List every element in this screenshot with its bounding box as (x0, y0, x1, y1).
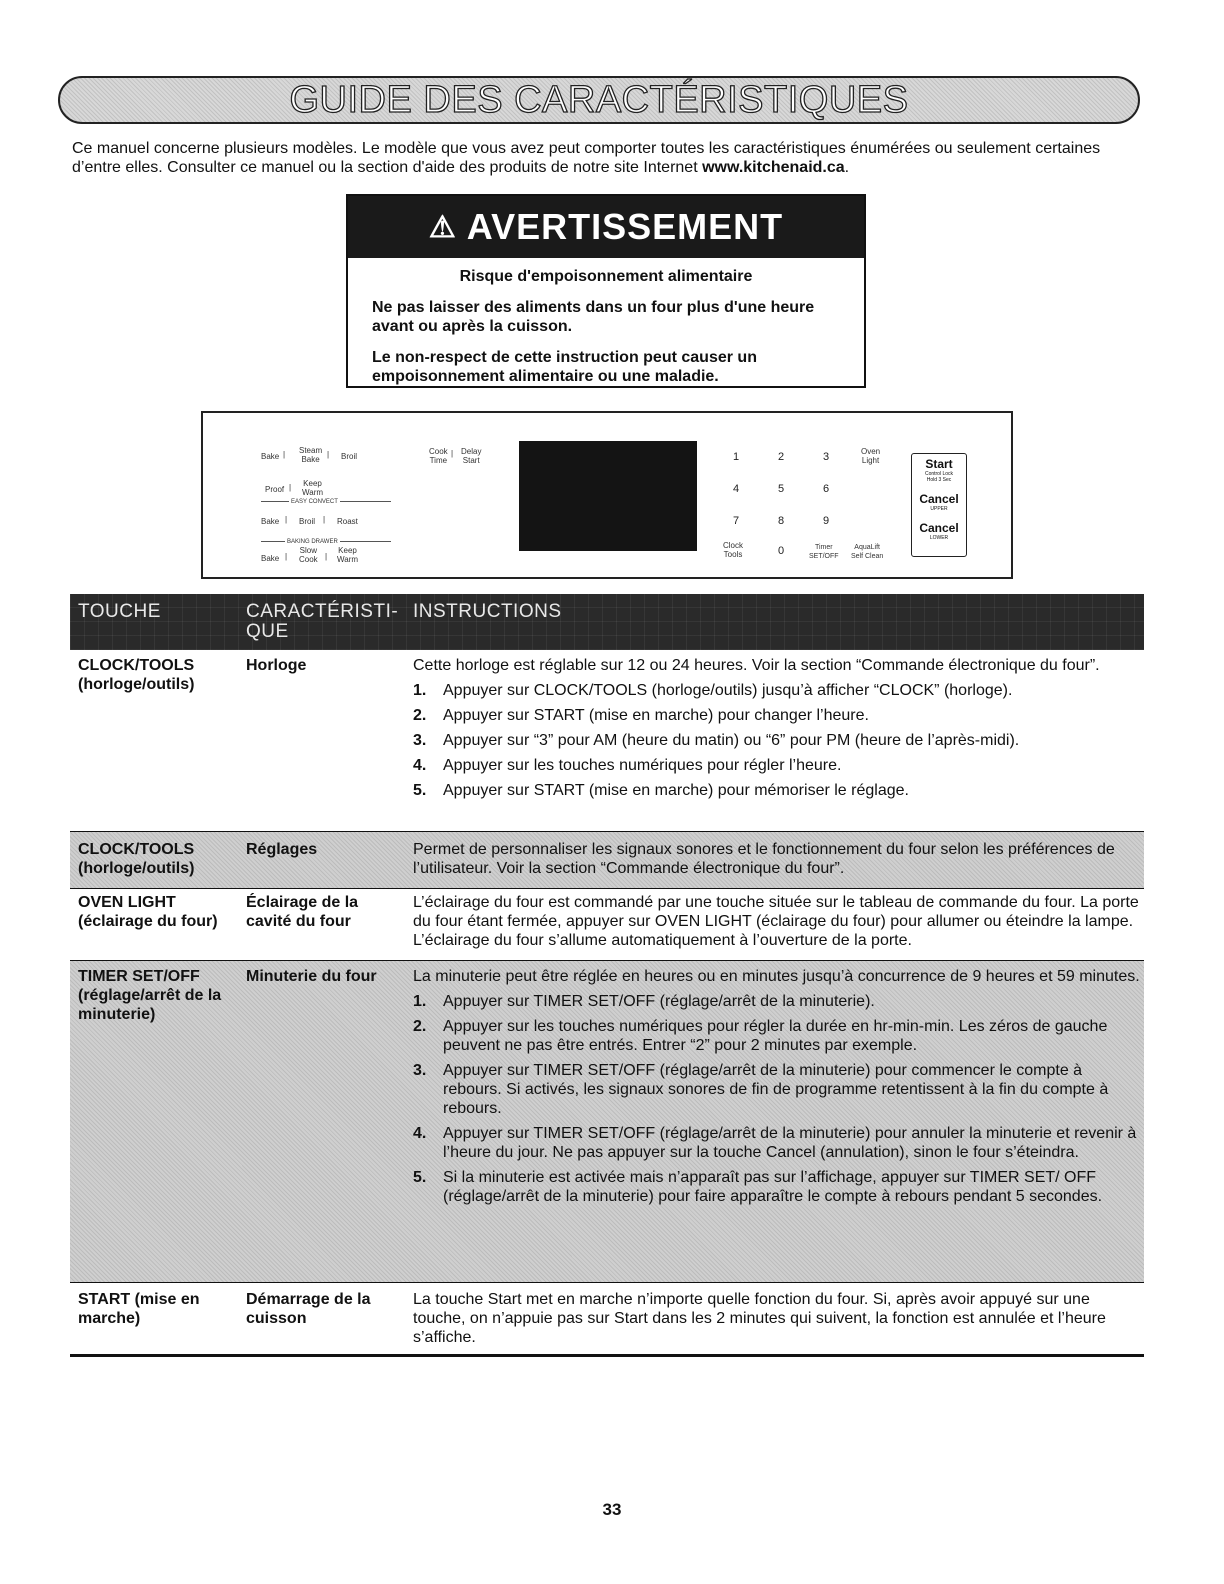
row-divider (70, 1282, 1144, 1283)
panel-slow-label: Slow (299, 546, 318, 555)
panel-control-lock-label: Control Lock (924, 471, 954, 477)
panel-sep: | (327, 450, 330, 459)
step-text: Appuyer sur “3” pour AM (heure du matin) ou “6” pour PM (heure de l’après-midi). (443, 732, 1020, 749)
panel-key-8: 8 (778, 515, 785, 527)
panel-aqualift-1: AquaLift (854, 544, 880, 551)
panel-key-cook-time (429, 447, 448, 465)
panel-steam-bake-label: Bake (301, 455, 320, 464)
panel-sep: | (285, 552, 288, 561)
step-text: Appuyer sur TIMER SET/OFF (réglage/arrêt de la minuterie) pour commencer le compte à rebours. Si activés, les signaux sonores de fin de programme retentissent à la fin du compte à rebours. (443, 1062, 1109, 1117)
step-text: Appuyer sur les touches numériques pour régler la durée en hr-min-min. Les zéros de gauche peuvent ne pas être entrés. Entrer “2” pour 2 minutes par exemple. (443, 1018, 1108, 1054)
control-panel-illustration (201, 411, 1013, 579)
panel-sep: | (283, 450, 286, 459)
list-item: 4. Appuyer sur TIMER SET/OFF (réglage/arrêt de la minuterie) pour annuler la minuterie et revenir à l’heure du jour. Ne pas appuyer sur la touche Cancel (annulation), sinon le four s’éteindra. (413, 1124, 1141, 1162)
warning-paragraph-1: Ne pas laisser des aliments dans un four plus d'une heure avant ou après la cuisson. (372, 299, 815, 335)
row-text: L’éclairage du four est commandé par une touche située sur le tableau de commande du four. La porte du four étant fermée, appuyer sur OVEN LIGHT (éclairage du four) pour allumer ou éteindre la lampe. L’éclairage du four s’allume automatiquement à l’ouverture de la porte. (413, 894, 1139, 949)
panel-key-broil: Broil (341, 452, 358, 461)
panel-key-proof: Proof (265, 485, 285, 494)
panel-key-9: 9 (823, 515, 830, 527)
panel-keep2-label: Keep (338, 546, 357, 555)
panel-start-cancel-box (911, 453, 967, 557)
panel-key-1: 1 (733, 451, 740, 463)
panel-oven-2: Light (861, 456, 880, 465)
intro-end: . (844, 159, 850, 176)
panel-cook-time-2: Time (429, 456, 448, 465)
row-feature: Réglages (246, 841, 318, 858)
list-item: 2. Appuyer sur les touches numériques pour régler la durée en hr-min-min. Les zéros de gauche peuvent ne pas être entrés. Entrer “2” pour 2 minutes par exemple. (413, 1017, 1141, 1055)
list-item: 1. Appuyer sur CLOCK/TOOLS (horloge/outils) jusqu’à afficher “CLOCK” (horloge). (413, 681, 1141, 700)
row-feature: Éclairage de la cavité du four (246, 894, 359, 930)
row-key: TIMER SET/OFF (réglage/arrêt de la minuterie) (78, 968, 222, 1023)
step-text: Si la minuterie est activée mais n’apparaît pas sur l’affichage, appuyer sur TIMER SET/ OFF (réglage/arrêt de la minuterie) pour faire apparaître le compte à rebours pendant 5 secondes. (443, 1169, 1103, 1205)
row-divider (70, 888, 1144, 889)
panel-display (519, 441, 697, 551)
panel-key-roast: Roast (337, 517, 358, 526)
panel-clock-2: Tools (723, 550, 743, 559)
list-item: 4. Appuyer sur les touches numériques pour régler l’heure. (413, 756, 1141, 775)
row-text: La touche Start met en marche n’importe quelle fonction du four. Si, après avoir appuyé sur une touche, on n’appuie pas sur Start dans les 2 minutes qui suivent, la fonction est annulée et l’heure s’affiche. (413, 1291, 1106, 1346)
list-item: 3. Appuyer sur “3” pour AM (heure du matin) ou “6” pour PM (heure de l’après-midi). (413, 731, 1141, 750)
intro-paragraph (72, 139, 1152, 177)
page-title: GUIDE DES CARACTÉRISTIQUES (289, 78, 909, 121)
panel-keep-label: Keep (303, 479, 322, 488)
table-row (70, 961, 1144, 1282)
step-text: Appuyer sur START (mise en marche) pour changer l’heure. (443, 707, 869, 724)
row-feature: Horloge (246, 657, 307, 674)
panel-sep: | (289, 483, 292, 492)
website-link[interactable]: www.kitchenaid.ca (702, 159, 845, 176)
step-text: Appuyer sur TIMER SET/OFF (réglage/arrêt de la minuterie) pour annuler la minuterie et revenir à l’heure du jour. Ne pas appuyer sur la touche Cancel (annulation), sinon le four s’éteindra. (443, 1125, 1137, 1161)
panel-sep: | (451, 449, 454, 458)
panel-delay-2: Start (462, 456, 480, 465)
panel-key-0: 0 (778, 545, 785, 557)
title-banner (58, 76, 1140, 124)
panel-key-7: 7 (733, 515, 740, 527)
panel-key-bake-3: Bake (261, 554, 280, 563)
row-key: CLOCK/TOOLS (horloge/outils) (78, 841, 195, 877)
panel-key-delay-start (461, 447, 481, 465)
panel-timer-1: Timer (814, 544, 833, 551)
panel-key-clock-tools (723, 541, 743, 559)
panel-key-3: 3 (823, 451, 830, 463)
row-key: START (mise en marche) (78, 1291, 200, 1327)
row-text: Permet de personnaliser les signaux sonores et le fonctionnement du four selon les préférences de l’utilisateur. Voir la section “Commande électronique du four”. (413, 841, 1115, 877)
panel-sep: | (323, 515, 326, 524)
panel-easy-convect-label: EASY CONVECT (291, 499, 338, 505)
list-item: 5. Si la minuterie est activée mais n’apparaît pas sur l’affichage, appuyer sur TIMER SET/ OFF (réglage/arrêt de la minuterie) pour faire apparaître le compte à rebours pendant 5 secondes. (413, 1168, 1141, 1206)
panel-key-6: 6 (823, 483, 830, 495)
warning-triangle-icon: ⚠ (428, 210, 457, 244)
row-key: CLOCK/TOOLS (horloge/outils) (78, 657, 195, 693)
warning-paragraph-2: Le non-respect de cette instruction peut causer un empoisonnement alimentaire ou une maladie. (372, 349, 757, 385)
header-instructions: INSTRUCTIONS (413, 601, 562, 622)
row-feature: Minuterie du four (246, 968, 377, 985)
panel-clock-1: Clock (723, 541, 744, 550)
step-text: Appuyer sur START (mise en marche) pour mémoriser le réglage. (443, 782, 909, 799)
list-item: 3. Appuyer sur TIMER SET/OFF (réglage/arrêt de la minuterie) pour commencer le compte à rebours. Si activés, les signaux sonores de fin de programme retentissent à la fin du compte à rebours. (413, 1061, 1141, 1118)
list-item: 1. Appuyer sur TIMER SET/OFF (réglage/arrêt de la minuterie). (413, 992, 1141, 1011)
panel-cancel-lower-label: Cancel (919, 521, 959, 535)
panel-key-aqualift (851, 543, 883, 561)
row-text: Cette horloge est réglable sur 12 ou 24 heures. Voir la section “Commande électronique du four”. (413, 657, 1100, 674)
panel-warm2-label: Warm (337, 555, 359, 564)
panel-aqualift-2: Self Clean (851, 553, 884, 560)
warning-box (346, 194, 866, 388)
step-text: Appuyer sur les touches numériques pour régler l’heure. (443, 757, 842, 774)
panel-key-2: 2 (778, 451, 785, 463)
row-feature: Démarrage de la cuisson (246, 1291, 371, 1327)
table-row (70, 656, 1144, 830)
table-row (70, 832, 1144, 888)
panel-oven-1: Oven (861, 447, 881, 456)
intro-text: Ce manuel concerne plusieurs modèles. Le modèle que vous avez peut comporter toutes les caractéristiques énumérées ou seulement certaines d’entre elles. Consulter ce manuel ou la section d'aide des produits de notre site Internet (72, 140, 1101, 176)
header-touche: TOUCHE (78, 601, 161, 622)
panel-key-5: 5 (778, 483, 785, 495)
panel-sep: | (285, 515, 288, 524)
panel-key-keep-warm-2 (337, 546, 358, 564)
panel-cook-time-1: Cook (429, 447, 448, 456)
panel-cancel-upper-label: Cancel (919, 492, 959, 506)
panel-start-label: Start (925, 457, 953, 471)
panel-warm-label: Warm (302, 488, 324, 497)
header-caracteristique: CARACTÉRISTI- QUE (246, 601, 399, 642)
step-text: Appuyer sur CLOCK/TOOLS (horloge/outils) jusqu’à afficher “CLOCK” (horloge). (443, 682, 1013, 699)
panel-timer-2: SET/OFF (809, 553, 839, 560)
row-text: La minuterie peut être réglée en heures ou en minutes jusqu’à concurrence de 9 heures et 59 minutes. (413, 968, 1140, 985)
panel-cook-label: Cook (299, 555, 318, 564)
warning-heading: AVERTISSEMENT (466, 206, 784, 247)
panel-key-bake-2: Bake (261, 517, 280, 526)
list-item: 5. Appuyer sur START (mise en marche) pour mémoriser le réglage. (413, 781, 1141, 800)
panel-key-slow-cook (299, 546, 318, 564)
list-item: 2. Appuyer sur START (mise en marche) pour changer l’heure. (413, 706, 1141, 725)
table-row (70, 1290, 1144, 1352)
panel-hold-label: Hold 3 Sec (926, 477, 952, 483)
row-key: OVEN LIGHT (éclairage du four) (78, 894, 218, 930)
panel-key-broil-2: Broil (299, 517, 316, 526)
page-number: 33 (602, 1500, 622, 1519)
warning-header (348, 196, 864, 258)
panel-key-keep-warm (302, 479, 323, 497)
panel-lower-label: LOWER (929, 535, 949, 541)
panel-key-steam-bake (299, 446, 322, 464)
panel-sep: | (325, 552, 328, 561)
row-instructions (413, 967, 1141, 1206)
table-row (70, 893, 1144, 957)
panel-baking-drawer-label: BAKING DRAWER (287, 539, 338, 545)
row-instructions (413, 656, 1141, 800)
panel-key-timer (809, 543, 839, 561)
panel-steam-label: Steam (299, 446, 323, 455)
table-bottom-rule (70, 1354, 1144, 1357)
step-text: Appuyer sur TIMER SET/OFF (réglage/arrêt de la minuterie). (443, 993, 875, 1010)
table-header (70, 594, 1144, 650)
panel-key-oven-light (861, 447, 880, 465)
panel-delay-1: Delay (461, 447, 482, 456)
panel-key-4: 4 (733, 483, 740, 495)
panel-upper-label: UPPER (930, 506, 948, 512)
panel-key-bake: Bake (261, 452, 280, 461)
warning-subtitle: Risque d'empoisonnement alimentaire (459, 268, 753, 285)
